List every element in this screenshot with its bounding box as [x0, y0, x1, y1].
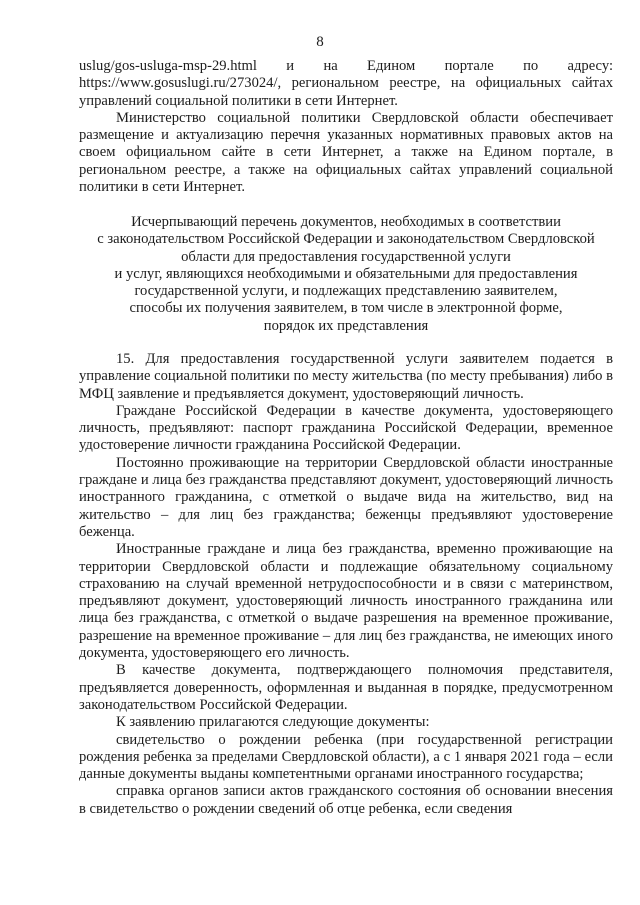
paragraph: К заявлению прилагаются следующие документы: [116, 714, 430, 731]
paragraph: Министерство социальной политики Свердловской области обеспечивает размещение и актуализацию перечня указанных нормативных правовых актов на своем официальном сайте в сети Интернет, а также на Едином портале, в региональном реестре, а также на официальных сайтах управлений социальной политики в сети Интернет. [79, 109, 613, 196]
heading-line: области для предоставления государственной услуги [181, 248, 511, 265]
paragraph: справка органов записи актов гражданского состояния об основании внесения в свидетельство о рождении сведений об отце ребенка, если сведения [79, 783, 613, 817]
heading-line: способы их получения заявителем, в том числе в электронной форме, [129, 300, 563, 317]
paragraph: Иностранные граждане и лица без гражданства, временно проживающие на территории Свердловской области и подлежащие обязательному социальному страхованию на случай временной нетрудоспособности и в связи с материнством, предъявляют документ, удостоверяющий личность иностранного гражданина или лица без гражданства, с отметкой о выдаче разрешения на временное проживание, разрешение на временное проживание – для лиц без гражданства, не имеющих иного документа, удостоверяющего его личность. [79, 541, 613, 662]
paragraph: uslug/gos-usluga-msp-29.html и на Едином портале по адресу: https://www.gosuslugi.ru/273024/, региональном реестре, на официальных сайтах управлений социальной политики в сети Интернет. [79, 58, 613, 109]
heading-line: Исчерпывающий перечень документов, необходимых в соответствии [131, 214, 561, 230]
heading-line: государственной услуги, и подлежащих представлению заявителем, [134, 283, 558, 300]
paragraph: Граждане Российской Федерации в качестве документа, удостоверяющего личность, предъявляют: паспорт гражданина Российской Федерации, временное удостоверение личности гражданина Российской Федерации. [79, 402, 613, 454]
heading-line: и услуг, являющихся необходимыми и обязательными для предоставления [114, 265, 578, 282]
page-number: 8 [316, 34, 324, 50]
paragraph: В качестве документа, подтверждающего полномочия представителя, предъявляется доверенность, оформленная и выданная в порядке, предусмотренном законодательством Российской Федерации. [79, 662, 613, 713]
paragraph: Постоянно проживающие на территории Свердловской области иностранные граждане и лица без гражданства представляют документ, удостоверяющий личность иностранного гражданина, с отметкой о выдаче вида на жительство, вид на жительство – для лиц без гражданства; беженцы предъявляют удостоверение беженца. [79, 454, 613, 540]
paragraph: 15. Для предоставления государственной услуги заявителем подается в управление социальной политики по месту жительства (по месту пребывания) либо в МФЦ заявление и предъявляется документ, удостоверяющий личность. [79, 351, 613, 402]
intro-text [79, 58, 613, 196]
heading-line: порядок их представления [263, 317, 429, 334]
heading-line: с законодательством Российской Федерации и законодательством Свердловской [97, 231, 595, 248]
section-heading [79, 214, 613, 335]
section-body [79, 351, 613, 818]
paragraph: свидетельство о рождении ребенка (при государственной регистрации рождения ребенка за пределами Свердловской области), а с 1 января 2021 года – если данные документы выданы компетентными органами иностранного государства; [79, 731, 613, 783]
